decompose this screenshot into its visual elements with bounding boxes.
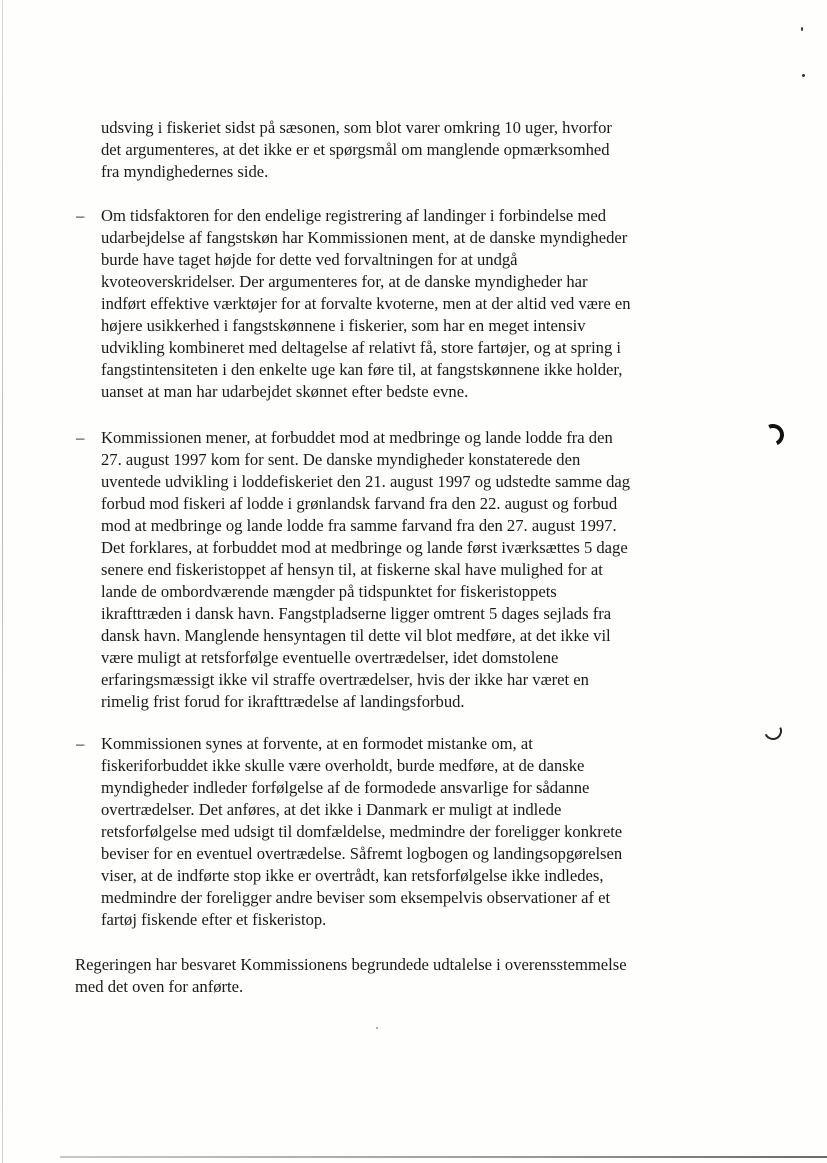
text-line: dansk havn. Manglende hensyntagen til dette vil blot medføre, at det ikke vil — [101, 626, 611, 645]
text-line: fangstintensiteten i den enkelte uge kan føre til, at fangstskønnene ikke holder, — [101, 360, 623, 379]
text-line: lande de ombordværende mængder på tidspunktet for fiskeristoppets — [101, 582, 557, 601]
text-line: ikrafttræden i dansk havn. Fangstpladserne ligger omtrent 5 dages sejlads fra — [101, 604, 612, 623]
text-line: uanset at man har udarbejdet skønnet efter bedste evne. — [101, 382, 469, 401]
text-line: Regeringen har besvaret Kommissionens begrundede udtalelse i overensstemmelse — [75, 955, 627, 974]
text-line: burde have taget højde for dette ved forvaltningen for at undgå — [101, 250, 518, 269]
text-line: højere usikkerhed i fangstskønnene i fiskerier, som har en meget intensiv — [101, 316, 586, 335]
text-line: fra myndighedernes side. — [101, 162, 269, 181]
text-line: beviser for en eventuel overtrædelse. Såfremt logbogen og landingsopgørelsen — [101, 844, 623, 863]
text-line: fiskeriforbuddet ikke skulle være overholdt, burde medføre, at de danske — [101, 756, 585, 775]
scan-speck — [802, 74, 805, 77]
paragraph-continuation — [101, 117, 612, 183]
page-left-edge — [2, 0, 3, 1163]
punch-hole-mark — [761, 719, 784, 742]
bullet-dash: – — [76, 428, 85, 447]
text-line: retsforfølgelse med udsigt til domfældelse, medmindre der foreligger konkrete — [101, 822, 623, 841]
text-line: viser, at de indførte stop ikke er overtrådt, kan retsforfølgelse ikke indledes, — [101, 866, 604, 885]
page-bottom-edge — [60, 1156, 827, 1158]
text-line: udarbejdelse af fangstskøn har Kommissionen ment, at de danske myndigheder — [101, 228, 628, 247]
text-line: Kommissionen synes at forvente, at en formodet mistanke om, at — [101, 734, 533, 753]
text-line: Kommissionen mener, at forbuddet mod at medbringe og lande lodde fra den — [101, 428, 613, 447]
text-line: være muligt at retsforfølge eventuelle overtrædelser, idet domstolene — [101, 648, 559, 667]
text-line: overtrædelser. Det anføres, at det ikke i Danmark er muligt at indlede — [101, 800, 562, 819]
text-line: forbud mod fiskeri af lodde i grønlandsk farvand fra den 22. august og forbud — [101, 494, 618, 513]
text-line: myndigheder indleder forfølgelse af de formodede ansvarlige for sådanne — [101, 778, 590, 797]
text-line: uventede udvikling i loddefiskeriet den 21. august 1997 og udstedte samme dag — [101, 472, 631, 491]
text-line: senere end fiskeristoppet af hensyn til, at fiskerne skal have mulighed for at — [101, 560, 603, 579]
scan-speck — [801, 27, 803, 31]
text-line: indført effektive værktøjer for at forvalte kvoterne, men at der altid ved være en — [101, 294, 631, 313]
bullet-paragraph-mistanke — [101, 733, 622, 931]
scan-speck — [376, 1027, 378, 1029]
text-line: Det forklares, at forbuddet mod at medbringe og lande først iværksættes 5 dage — [101, 538, 628, 557]
text-line: Om tidsfaktoren for den endelige registrering af landinger i forbindelse med — [101, 206, 607, 225]
bullet-paragraph-forbud — [101, 427, 630, 713]
text-line: det argumenteres, at det ikke er et spørgsmål om manglende opmærksomhed — [101, 140, 610, 159]
text-line: fartøj fiskende efter et fiskeristop. — [101, 910, 327, 929]
text-line: medmindre der foreligger andre beviser som eksempelvis observationer af et — [101, 888, 611, 907]
text-line: erfaringsmæssigt ikke vil straffe overtrædelser, hvis der ikke har været en — [101, 670, 589, 689]
text-line: udsving i fiskeriet sidst på sæsonen, som blot varer omkring 10 uger, hvorfor — [101, 118, 612, 137]
text-line: udvikling kombineret med deltagelse af relativt få, store fartøjer, og at spring i — [101, 338, 622, 357]
bullet-dash: – — [76, 206, 85, 225]
punch-hole-mark — [759, 421, 787, 449]
closing-paragraph — [75, 954, 627, 998]
text-line: mod at medbringe og lande lodde fra samme farvand fra den 27. august 1997. — [101, 516, 617, 535]
text-line: med det oven for anførte. — [75, 977, 244, 996]
text-line: 27. august 1997 kom for sent. De danske myndigheder konstaterede den — [101, 450, 581, 469]
text-line: rimelig frist forud for ikrafttrædelse af landingsforbud. — [101, 692, 465, 711]
bullet-paragraph-tidsfaktor — [101, 205, 631, 403]
text-line: kvoteoverskridelser. Der argumenteres for, at de danske myndigheder har — [101, 272, 588, 291]
bullet-dash: – — [76, 734, 85, 753]
